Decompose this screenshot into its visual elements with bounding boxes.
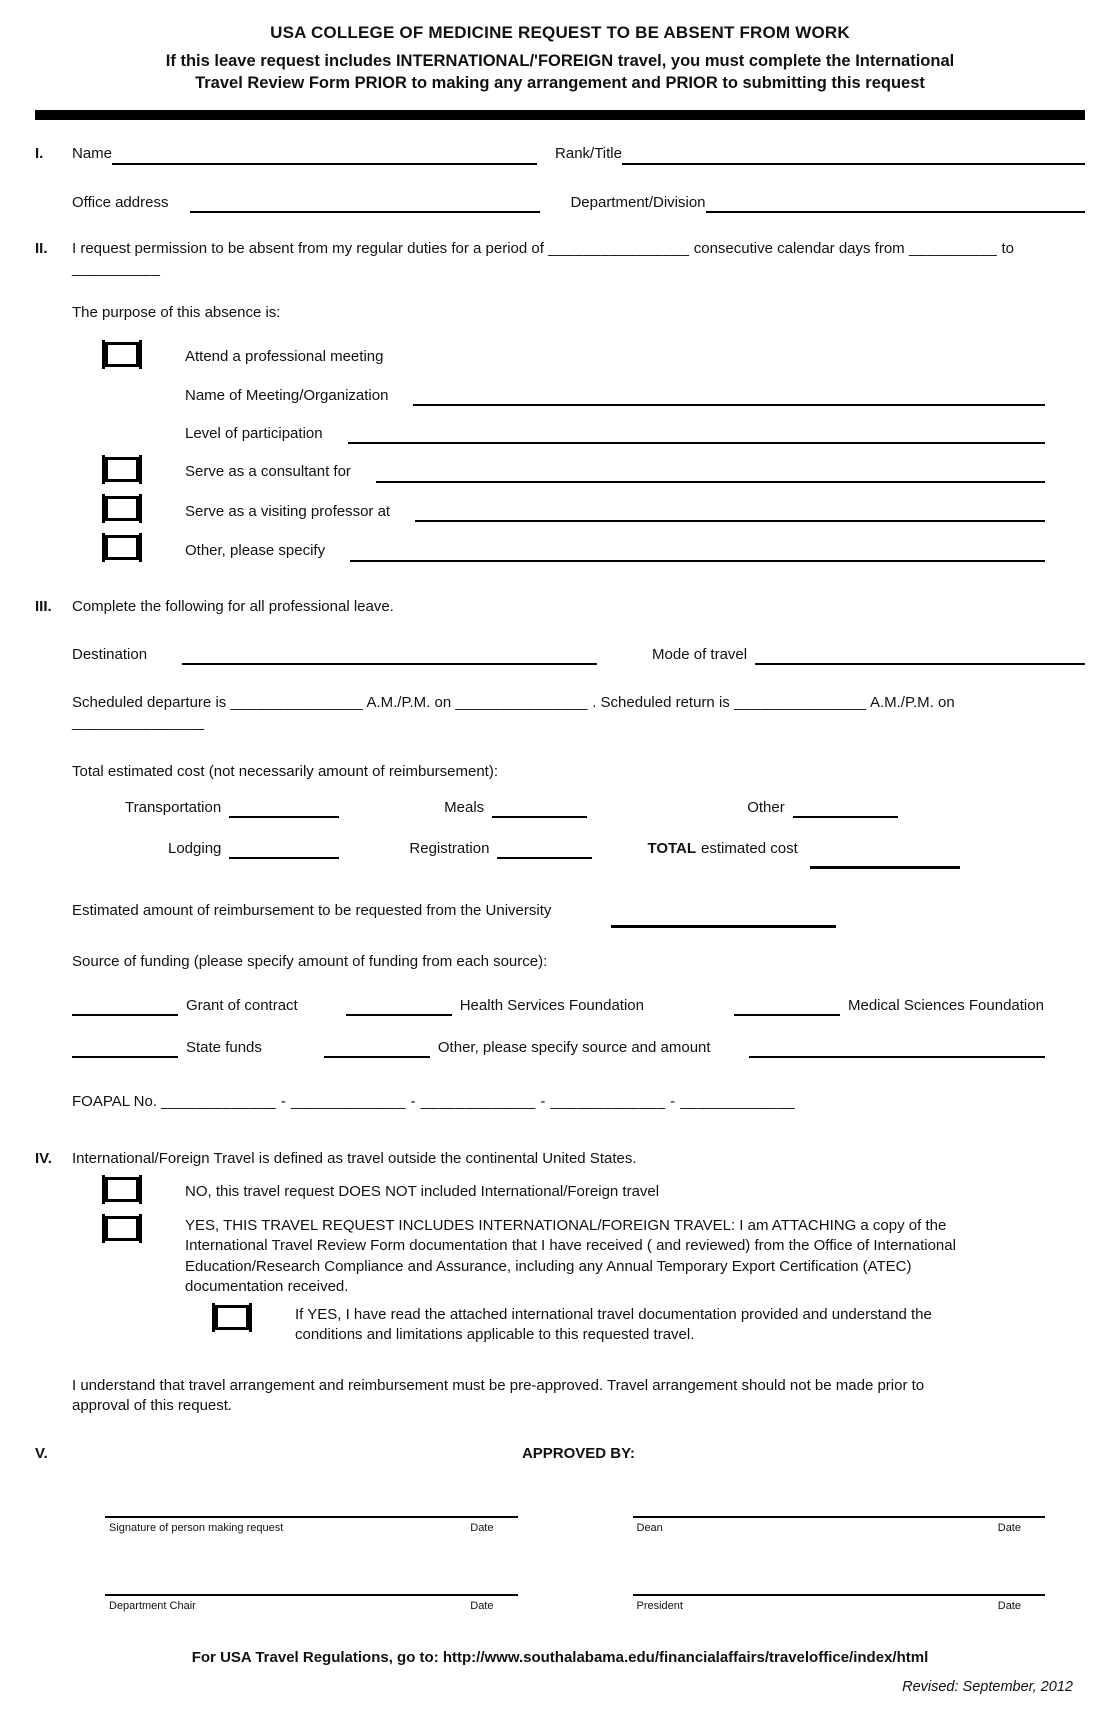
dean-label: Dean bbox=[636, 1522, 663, 1535]
return-time-blank[interactable]: _______________ bbox=[733, 694, 867, 712]
requester-signature-label: Signature of person making request bbox=[109, 1522, 284, 1535]
grant-amount-input[interactable] bbox=[72, 1001, 178, 1016]
cost-row-1 bbox=[72, 798, 1085, 818]
departure-text: Scheduled departure is bbox=[72, 694, 227, 712]
dean-signature-cell bbox=[633, 1516, 1046, 1536]
request-text-mid: consecutive calendar days from bbox=[693, 239, 905, 257]
professor-label: Serve as a visiting professor at bbox=[185, 502, 391, 520]
date-label: Date bbox=[470, 1522, 494, 1535]
meeting-name-label: Name of Meeting/Organization bbox=[185, 386, 389, 404]
return-ampm-text: A.M./P.M. on bbox=[869, 694, 955, 712]
section-4-numeral: IV. bbox=[35, 1149, 52, 1167]
no-international-label: NO, this travel request DOES NOT included International/Foreign travel bbox=[185, 1183, 660, 1201]
departure-date-blank[interactable]: _______________ bbox=[455, 694, 589, 712]
consultant-input[interactable] bbox=[376, 468, 1045, 483]
other-cost-label: Other bbox=[747, 798, 785, 816]
departure-time-blank[interactable]: _______________ bbox=[230, 694, 364, 712]
msf-label: Medical Sciences Foundation bbox=[848, 996, 1044, 1014]
meeting-name-input[interactable] bbox=[413, 391, 1045, 406]
schedule-statement bbox=[72, 693, 1085, 734]
meeting-checkbox[interactable] bbox=[105, 342, 139, 367]
no-international-row bbox=[72, 1177, 1085, 1208]
checkbox-slot bbox=[72, 342, 185, 373]
professional-leave-intro: Complete the following for all professional leave. bbox=[72, 597, 394, 615]
lodging-label: Lodging bbox=[168, 840, 222, 858]
hsf-amount-input[interactable] bbox=[346, 1001, 452, 1016]
other-cost-input[interactable] bbox=[793, 803, 898, 818]
cost-intro: Total estimated cost (not necessarily amount of reimbursement): bbox=[72, 762, 499, 780]
professor-row bbox=[72, 496, 1085, 527]
understand-statement: I understand that travel arrangement and reimbursement must be pre-approved. Travel arrangement should not be made prior to approval of this request. bbox=[72, 1376, 925, 1414]
date-label: Date bbox=[997, 1600, 1021, 1613]
form-subtitle-line2: Travel Review Form PRIOR to making any arrangement and PRIOR to submitting this request bbox=[195, 74, 925, 93]
other-source-amount-input[interactable] bbox=[324, 1043, 430, 1058]
section-professional-leave bbox=[35, 597, 1085, 1113]
checkbox-slot bbox=[72, 1216, 185, 1247]
section-2-numeral: II. bbox=[35, 239, 48, 257]
name-label: Name bbox=[72, 145, 113, 163]
no-international-checkbox[interactable] bbox=[105, 1177, 139, 1202]
reimbursement-input[interactable] bbox=[611, 913, 836, 928]
consultant-checkbox[interactable] bbox=[105, 457, 139, 482]
mode-of-travel-input[interactable] bbox=[755, 650, 1085, 665]
yes-international-row bbox=[72, 1216, 1085, 1297]
header-divider bbox=[35, 110, 1085, 120]
president-signature-cell bbox=[633, 1594, 1046, 1614]
rank-title-input[interactable] bbox=[622, 150, 1085, 165]
registration-label: Registration bbox=[409, 840, 490, 858]
meeting-label: Attend a professional meeting bbox=[185, 348, 384, 366]
destination-input[interactable] bbox=[182, 650, 597, 665]
hsf-label: Health Services Foundation bbox=[459, 996, 644, 1014]
purpose-meeting-row bbox=[72, 342, 1085, 373]
department-division-label: Department/Division bbox=[570, 193, 706, 211]
meeting-name-row bbox=[72, 381, 1085, 411]
meals-label: Meals bbox=[444, 798, 485, 816]
date-label: Date bbox=[997, 1522, 1021, 1535]
section-3-numeral: III. bbox=[35, 597, 52, 615]
form-subtitle-line1: If this leave request includes INTERNATIONAL/'FOREIGN travel, you must complete the International bbox=[165, 51, 955, 70]
other-purpose-checkbox[interactable] bbox=[105, 535, 139, 560]
checkbox-slot bbox=[72, 535, 185, 566]
foapal-blanks[interactable]: _____________ - _____________ - _____________ - _____________ - _____________ bbox=[161, 1093, 796, 1111]
funding-row-1 bbox=[72, 996, 1085, 1016]
total-label-rest: estimated cost bbox=[701, 840, 798, 858]
approved-by-heading: APPROVED BY: bbox=[521, 1445, 636, 1463]
signature-grid bbox=[35, 1516, 1085, 1614]
registration-input[interactable] bbox=[497, 844, 592, 859]
yes-international-label: YES, THIS TRAVEL REQUEST INCLUDES INTERNATIONAL/FOREIGN TRAVEL: I am ATTACHING a copy of the International Travel Review Form documentation that I have received ( and reviewed) from the Office of International Education/Research Compliance and Assurance, including any Annual Temporary Export Certification (ATEC) documentation received. bbox=[185, 1217, 956, 1295]
name-input[interactable] bbox=[112, 150, 537, 165]
other-source-label: Other, please specify source and amount bbox=[437, 1039, 711, 1057]
dean-signature-labels bbox=[633, 1518, 1046, 1536]
department-chair-label: Department Chair bbox=[109, 1600, 196, 1613]
president-label: President bbox=[636, 1600, 683, 1613]
funding-row-2 bbox=[72, 1038, 1085, 1058]
revised-date: Revised: September, 2012 bbox=[902, 1679, 1073, 1696]
purpose-options bbox=[72, 342, 1085, 567]
destination-row bbox=[72, 645, 1085, 665]
professor-input[interactable] bbox=[415, 507, 1045, 522]
grant-label: Grant of contract bbox=[186, 996, 298, 1014]
total-label-bold: TOTAL bbox=[647, 840, 697, 858]
transportation-label: Transportation bbox=[125, 798, 222, 816]
checkbox-slot bbox=[72, 496, 185, 527]
if-yes-row bbox=[72, 1305, 1085, 1346]
msf-amount-input[interactable] bbox=[734, 1001, 840, 1016]
from-date-blank[interactable]: __________ bbox=[908, 239, 998, 257]
state-funds-label: State funds bbox=[186, 1039, 262, 1057]
total-estimated-cost bbox=[647, 838, 959, 859]
section-approvals bbox=[35, 1444, 1085, 1464]
if-yes-label: If YES, I have read the attached international travel documentation provided and understand the conditions and limitations applicable to this requested travel. bbox=[295, 1306, 932, 1344]
request-text-to: to bbox=[1001, 239, 1014, 257]
yes-international-checkbox[interactable] bbox=[105, 1216, 139, 1241]
purpose-label: The purpose of this absence is: bbox=[72, 304, 281, 322]
return-date-blank[interactable]: _______________ bbox=[72, 714, 205, 732]
name-rank-row bbox=[72, 144, 1085, 164]
total-cost-input[interactable] bbox=[810, 854, 960, 869]
state-amount-input[interactable] bbox=[72, 1043, 178, 1058]
president-signature-labels bbox=[633, 1596, 1046, 1614]
chair-signature-labels bbox=[105, 1596, 518, 1614]
reimbursement-label: Estimated amount of reimbursement to be requested from the University bbox=[72, 902, 552, 920]
section-identification bbox=[35, 144, 1085, 213]
consultant-row bbox=[72, 457, 1085, 488]
destination-label: Destination bbox=[72, 645, 148, 663]
departure-ampm-text: A.M./P.M. on bbox=[366, 694, 452, 712]
requester-signature-cell bbox=[105, 1516, 518, 1536]
chair-signature-cell bbox=[105, 1594, 518, 1614]
other-source-input[interactable] bbox=[749, 1043, 1045, 1058]
consultant-label: Serve as a consultant for bbox=[185, 463, 351, 481]
office-department-row bbox=[72, 193, 1085, 213]
section-1-numeral: I. bbox=[35, 145, 44, 163]
absence-period-statement bbox=[72, 239, 1085, 280]
transportation-input[interactable] bbox=[229, 803, 339, 818]
international-definition: International/Foreign Travel is defined as travel outside the continental United States. bbox=[72, 1149, 637, 1167]
other-purpose-row bbox=[72, 535, 1085, 566]
days-count-blank[interactable]: ________________ bbox=[548, 239, 690, 257]
reimbursement-row bbox=[72, 901, 1085, 921]
requester-signature-labels bbox=[105, 1518, 518, 1536]
if-yes-checkbox[interactable] bbox=[215, 1305, 249, 1330]
other-purpose-input[interactable] bbox=[350, 547, 1045, 562]
office-address-input[interactable] bbox=[190, 198, 540, 213]
participation-row bbox=[72, 419, 1085, 449]
department-division-input[interactable] bbox=[706, 198, 1085, 213]
to-date-blank[interactable]: __________ bbox=[72, 260, 161, 278]
participation-input[interactable] bbox=[348, 429, 1045, 444]
form-title: USA COLLEGE OF MEDICINE REQUEST TO BE ABSENT FROM WORK bbox=[270, 23, 850, 42]
travel-regulations-link[interactable]: For USA Travel Regulations, go to: http://www.southalabama.edu/financialaffairs/traveloffice/index/html bbox=[191, 1649, 929, 1667]
office-address-label: Office address bbox=[72, 193, 169, 211]
section-international bbox=[35, 1149, 1085, 1417]
mode-of-travel-label: Mode of travel bbox=[652, 645, 748, 663]
section-5-numeral: V. bbox=[35, 1445, 48, 1463]
checkbox-slot bbox=[72, 1177, 185, 1208]
return-text: Scheduled return is bbox=[600, 694, 730, 712]
section-absence-request bbox=[35, 239, 1085, 567]
lodging-input[interactable] bbox=[229, 844, 339, 859]
meals-input[interactable] bbox=[492, 803, 587, 818]
funding-intro: Source of funding (please specify amount of funding from each source): bbox=[72, 952, 548, 970]
participation-label: Level of participation bbox=[185, 424, 323, 442]
form-header bbox=[35, 16, 1085, 94]
checkbox-slot bbox=[72, 1305, 295, 1336]
request-text-pre: I request permission to be absent from my regular duties for a period of bbox=[72, 239, 544, 257]
professor-checkbox[interactable] bbox=[105, 496, 139, 521]
checkbox-slot bbox=[72, 457, 185, 488]
other-purpose-label: Other, please specify bbox=[185, 541, 326, 559]
foapal-row bbox=[72, 1092, 1085, 1112]
cost-row-2 bbox=[72, 838, 1085, 859]
schedule-period: . bbox=[592, 694, 597, 712]
foapal-label: FOAPAL No. bbox=[72, 1093, 158, 1111]
rank-title-label: Rank/Title bbox=[555, 145, 622, 163]
date-label: Date bbox=[470, 1600, 494, 1613]
